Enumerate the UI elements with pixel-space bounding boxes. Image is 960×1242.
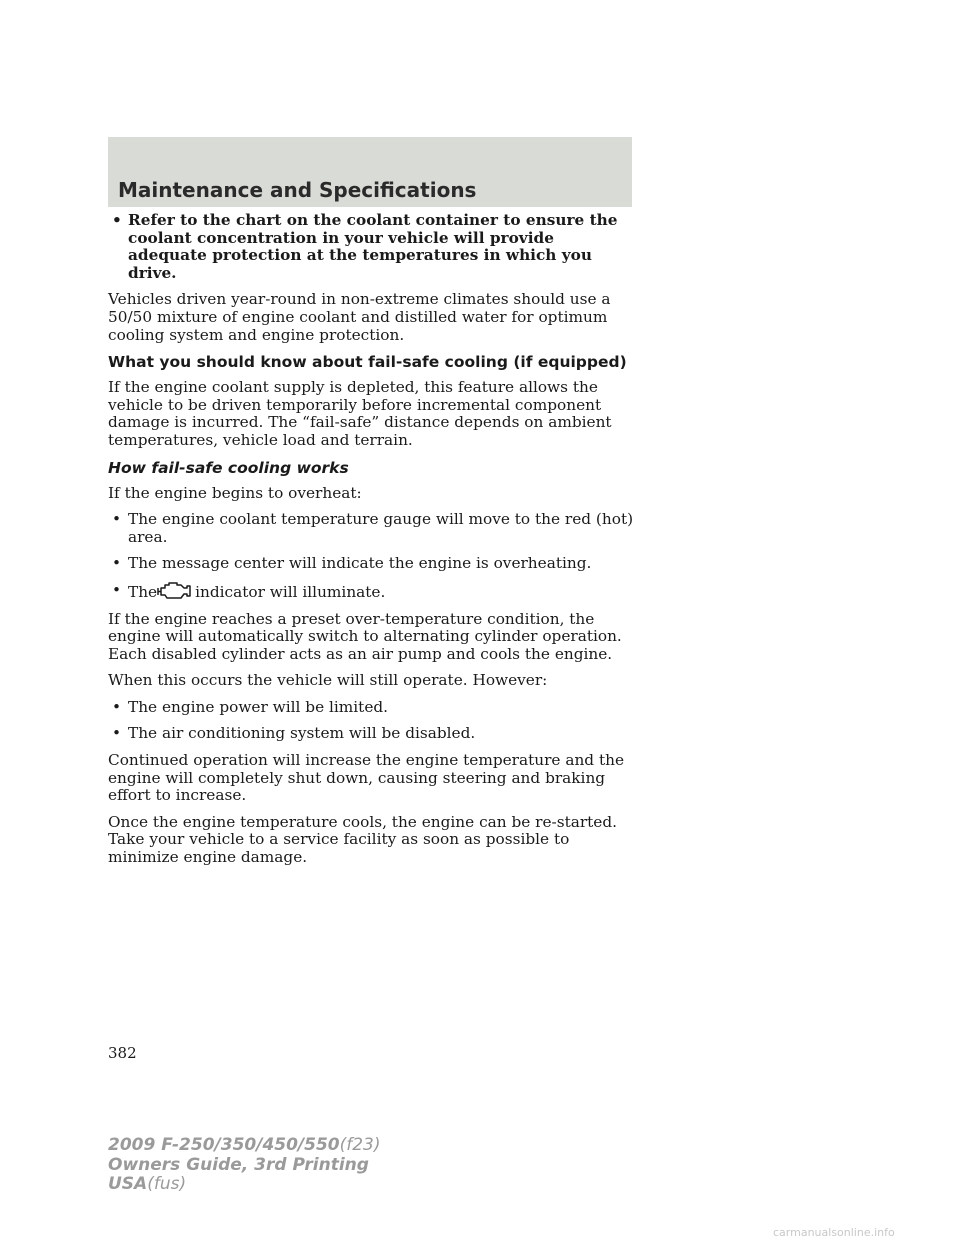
page-content <box>108 212 634 876</box>
list-item: • The message center will indicate the engine is overheating. <box>108 555 634 573</box>
intro-bullet: • Refer to the chart on the coolant container to ensure the coolant concentration in your vehicle will provide adequate protection at the temperatures in which you drive. <box>108 212 634 282</box>
paragraph-over-temperature: If the engine reaches a preset over-temperature condition, the engine will automatically switch to alternating cylinder operation. Each disabled cylinder acts as an air pump and cools the engine. <box>108 609 622 663</box>
page-number: 382 <box>108 1044 137 1062</box>
check-engine-icon <box>157 582 195 600</box>
footer-line-guide: Owners Guide, 3rd Printing <box>108 1154 369 1175</box>
list-item: • The air conditioning system will be disabled. <box>108 725 634 743</box>
watermark: carmanualsonline.info <box>773 1226 895 1239</box>
indicator-prefix: The <box>128 582 158 601</box>
paragraph-restart: Once the engine temperature cools, the engine can be re-started. Take your vehicle to a service facility as soon as possible to minimize engine damage. <box>108 812 618 867</box>
page-title: Maintenance and Specifications <box>118 178 477 202</box>
subsection-heading-how-it-works: How fail-safe cooling works <box>108 458 349 477</box>
paragraph-still-operate: When this occurs the vehicle will still operate. However: <box>108 671 548 690</box>
section-heading-fail-safe: What you should know about fail-safe cooling (if equipped) <box>108 353 627 372</box>
paragraph-fail-safe-intro: If the engine coolant supply is depleted, this feature allows the vehicle to be driven temporarily before incremental component damage is incurred. The “fail-safe” distance depends on ambient temperatures, vehicle load and terrain. <box>108 378 612 449</box>
paragraph-overheat: If the engine begins to overheat: <box>108 483 362 502</box>
paragraph-coolant-mixture: Vehicles driven year-round in non-extreme climates should use a 50/50 mixture of engine coolant and distilled water for optimum cooling system and engine protection. <box>108 290 611 344</box>
list-item: • The engine coolant temperature gauge will move to the red (hot) area. <box>108 511 634 546</box>
footer-line-region: USA(fus) <box>108 1174 187 1194</box>
paragraph-shutdown: Continued operation will increase the engine temperature and the engine will completely shut down, causing steering and braking effort to increase. <box>108 751 625 805</box>
list-item-indicator <box>108 582 634 602</box>
footer <box>108 1136 381 1195</box>
indicator-suffix: indicator will illuminate. <box>195 582 386 601</box>
list-item: • The engine power will be limited. <box>108 699 634 717</box>
footer-line-model: 2009 F-250/350/450/550(f23) <box>108 1135 381 1155</box>
